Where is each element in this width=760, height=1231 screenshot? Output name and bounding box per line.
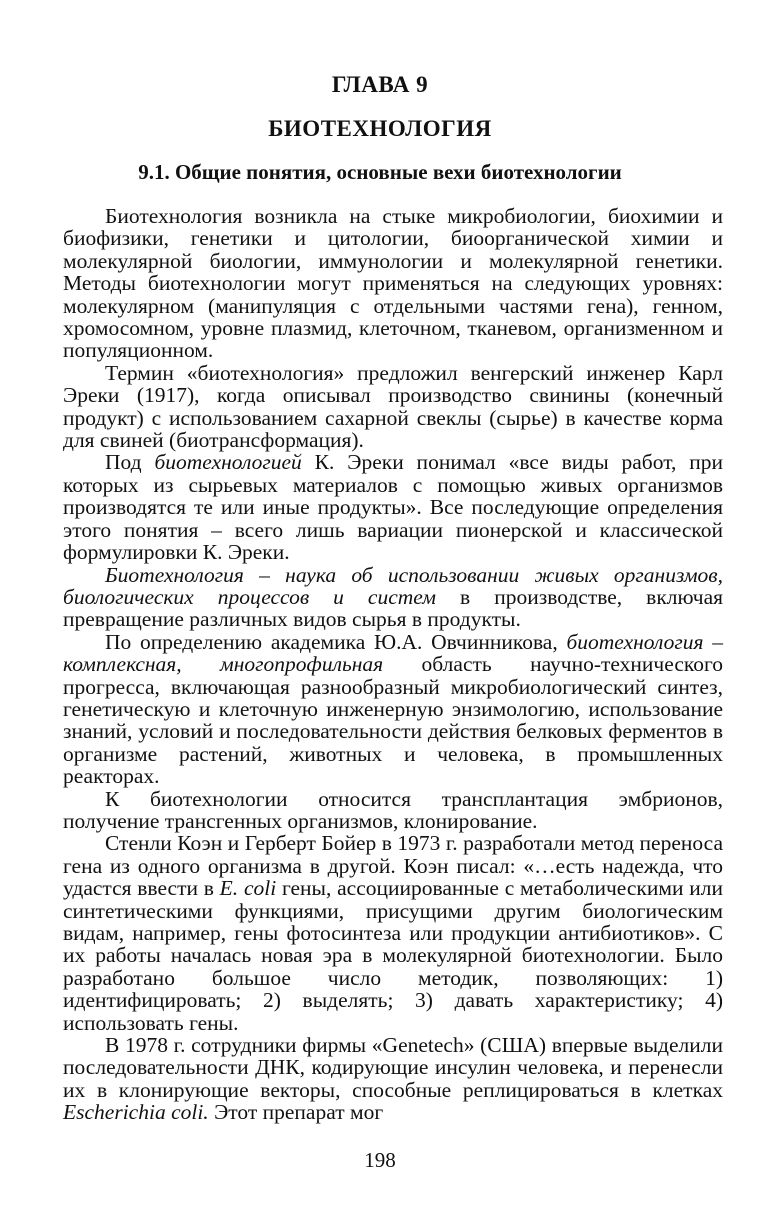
- chapter-title: БИОТЕХНОЛОГИЯ: [268, 116, 492, 141]
- paragraph: Биотехнология возникла на стыке микробиологии, биохимии и биофизики, генетики и цитологии, биоорганической химии и молекулярной биологии, иммунологии и молекулярной генетики. Методы биотехнологии могут применяться на следующих уровнях: молекулярном (манипуляция с отдельными частями гена), генном, хромосомном, уровне плазмид, клеточном, тканевом, организменном и популяционном.: [63, 204, 723, 363]
- paragraph: Под биотехнологией К. Эреки понимал «все виды работ, при которых из сырьевых материалов с помощью живых организмов производятся те или иные продукты». Все последующие определения этого понятия – всего лишь вариации пионерской и классической формулировки К. Эреки.: [63, 450, 723, 565]
- paragraph: Стенли Коэн и Герберт Бойер в 1973 г. разработали метод переноса гена из одного организма в другой. Коэн писал: «…есть надежда, что удастся ввести в E. coli гены, ассоциированные с метаболическими или синтетическими функциями, присущими другим биологическим видам, например, гены фотосинтеза или продукции антибиотиков». С их работы началась новая эра в молекулярной биотехнологии. Было разработано большое число методик, позволяющих: 1) идентифицировать; 2) выделять; 3) давать характеристику; 4) использовать гены.: [63, 831, 723, 1035]
- paragraph: Термин «биотехнология» предложил венгерский инженер Карл Эреки (1917), когда описывал производство свинины (конечный продукт) с использованием сахарной свеклы (сырье) в качестве корма для свиней (биотрансформация).: [63, 360, 723, 453]
- body-text: [63, 205, 723, 1124]
- paragraph: В 1978 г. сотрудники фирмы «Genetech» (США) впервые выделили последовательности ДНК, кодирующие инсулин человека, и перенесли их в клонирующие векторы, способные реплицироваться в клетках Escherichia coli. Этот препарат мог: [63, 1033, 723, 1125]
- italic-definition: Биотехнология – наука об использовании живых организмов, биологических процессов и систем: [63, 562, 723, 609]
- paragraph: По определению академика Ю.А. Овчинникова, биотехнология – комплексная, многопрофильная область научно-технического прогресса, включающая разнообразный микробиологический синтез, генетическую и клеточную инженерную энзимологию, использование знаний, условий и последовательности действия белковых ферментов в организме растений, животных и человека, в промышленных реакторах.: [63, 629, 723, 789]
- chapter-heading: ГЛАВА 9: [331, 72, 429, 97]
- italic-species: Escherichia coli.: [63, 1100, 209, 1125]
- paragraph: К биотехнологии относится трансплантация эмбрионов, получение трансгенных организмов, клонирование.: [63, 786, 723, 833]
- italic-definition: биотехнология – комплексная, многопрофильная: [63, 629, 723, 677]
- paragraph: Биотехнология – наука об использовании живых организмов, биологических процессов и систем в производстве, включая превращение различных видов сырья в продукты.: [63, 562, 723, 632]
- italic-species: E. coli: [219, 876, 277, 901]
- italic-term: биотехнологией: [154, 450, 302, 475]
- section-heading: 9.1. Общие понятия, основные вехи биотехнологии: [138, 160, 622, 184]
- page-number: 198: [364, 1148, 396, 1172]
